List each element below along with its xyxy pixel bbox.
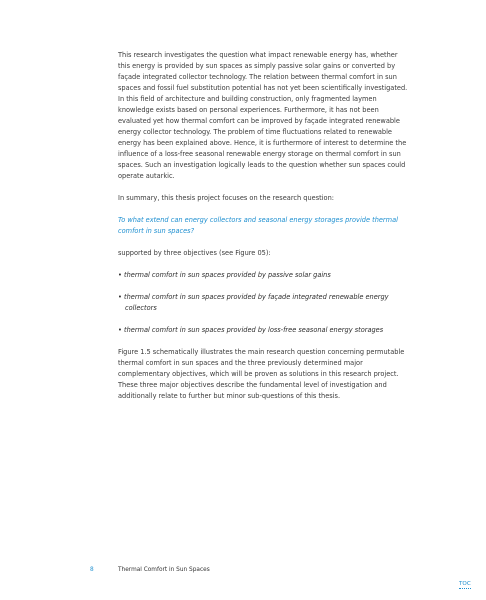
bullet-marker: • — [118, 271, 122, 279]
bullet-marker: • — [118, 326, 122, 334]
research-question: To what extend can energy collectors and seasonal energy storages provide thermal comfort in sun spaces? — [118, 216, 398, 235]
toc-link[interactable]: TOC — [459, 581, 471, 587]
objective-item-2 — [118, 292, 410, 314]
paragraph-intro: This research investigates the question what impact renewable energy has, whether this energy is provided by sun spaces as simply passive solar gains or converted by façade integrated collector technology. The relation between thermal comfort in sun spaces and fossil fuel substitution potential has not yet been scientifically investigated. In this field of architecture and building construction, only fragmented laymen knowledge exists based on personal experiences. Furthermore, it has not been evaluated yet how thermal comfort can be improved by façade integrated renewable energy collector technology. The problem of time fluctuations related to renewable energy has been explained above. Hence, it is furthermore of interest to determine the influence of a loss-free seasonal renewable energy storage on thermal comfort in sun spaces. Such an investigation logically leads to the question whether sun spaces could operate autarkic. — [118, 51, 408, 180]
running-title: Thermal Comfort in Sun Spaces — [118, 567, 210, 573]
objective-text: thermal comfort in sun spaces provided by loss-free seasonal energy storages — [124, 326, 384, 334]
bullet-marker: • — [118, 293, 122, 301]
objective-item-3 — [118, 325, 410, 336]
paragraph-objectives-intro: supported by three objectives (see Figure 05): — [118, 249, 271, 257]
objective-text: thermal comfort in sun spaces provided by façade integrated renewable energy collectors — [124, 293, 389, 312]
body-text — [118, 50, 410, 413]
objective-item-1 — [118, 270, 410, 281]
page-number: 8 — [90, 567, 94, 573]
page-footer — [90, 566, 210, 574]
objective-text: thermal comfort in sun spaces provided by passive solar gains — [124, 271, 331, 279]
paragraph-summary: In summary, this thesis project focuses on the research question: — [118, 194, 334, 202]
paragraph-figure-description: Figure 1.5 schematically illustrates the main research question concerning permutable thermal comfort in sun spaces and the three previously determined major complementary objectives, which will be proven as solutions in this research project. These three major objectives describe the fundamental level of investigation and additionally relate to further but minor sub-questions of this thesis. — [118, 348, 405, 400]
